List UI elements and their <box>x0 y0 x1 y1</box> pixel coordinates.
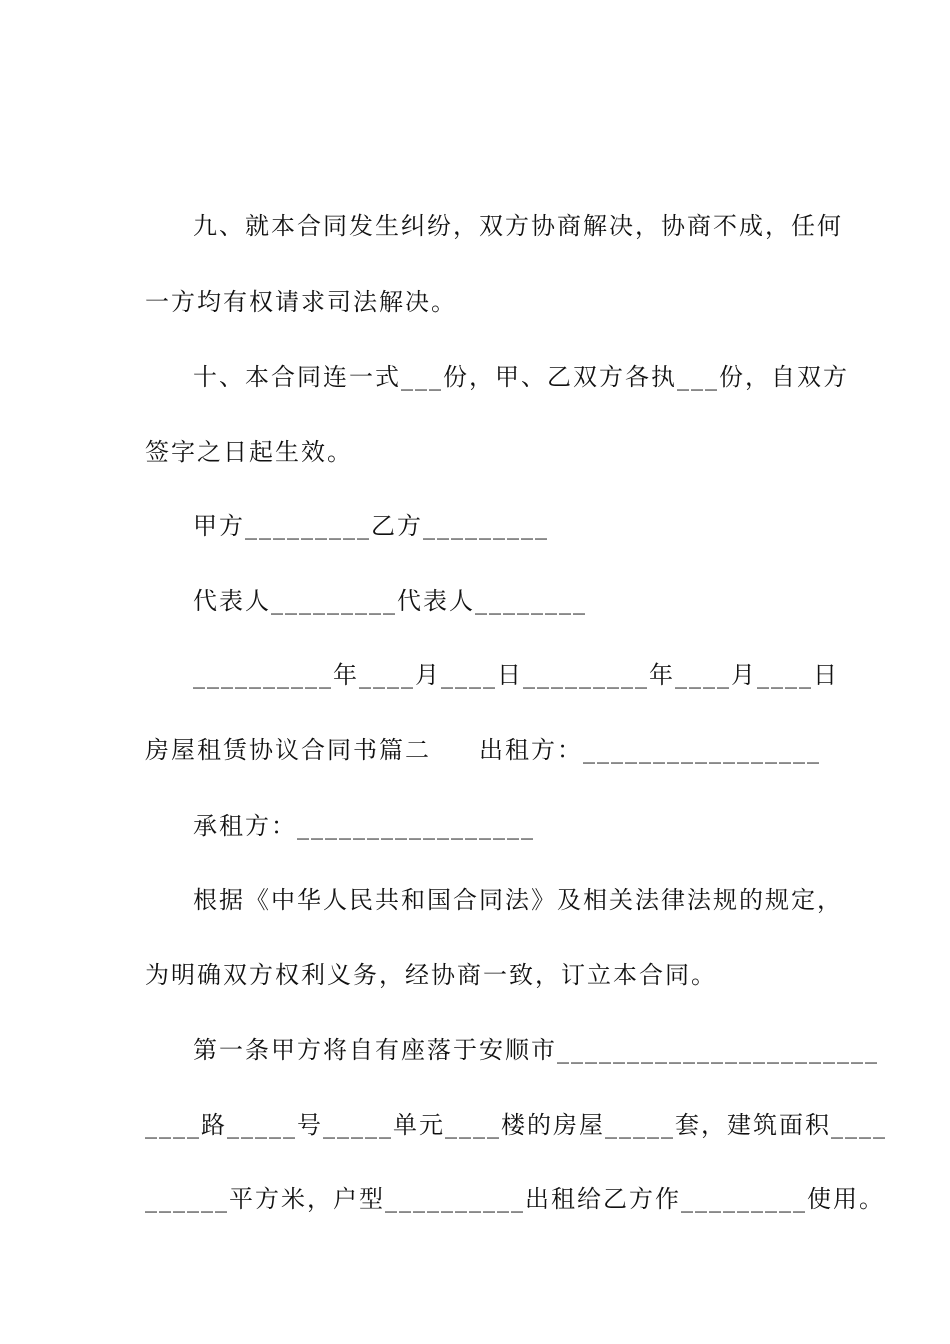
signature-party-line: 甲方_________乙方_________ <box>193 512 549 540</box>
section-title: 房屋租赁协议合同书篇二 <box>145 736 431 764</box>
lessor-line: 出租方：_________________ <box>479 736 821 764</box>
article-1-line-1: 第一条甲方将自有座落于安顺市_______________________ <box>193 1036 879 1064</box>
article-1-line-2: ____路_____号_____单元____楼的房屋_____套，建筑面积____ <box>145 1111 887 1139</box>
article-1-line-3: ______平方米，户型__________出租给乙方作_________使用。 <box>145 1185 885 1213</box>
preamble-line-2: 为明确双方权利义务，经协商一致，订立本合同。 <box>145 961 717 989</box>
signature-date-line: __________年____月____日_________年____月____日 <box>193 661 839 689</box>
clause-9-line-1: 九、就本合同发生纠纷，双方协商解决，协商不成，任何 <box>193 212 843 240</box>
clause-10-line-2: 签字之日起生效。 <box>145 438 353 466</box>
preamble-line-1: 根据《中华人民共和国合同法》及相关法律法规的规定， <box>193 886 843 914</box>
clause-9-line-2: 一方均有权请求司法解决。 <box>145 288 457 316</box>
signature-representative-line: 代表人_________代表人________ <box>193 587 587 615</box>
lessee-line: 承租方：_________________ <box>193 812 535 840</box>
section-2-heading-row <box>145 730 821 770</box>
clause-10-line-1: 十、本合同连一式___份，甲、乙双方各执___份，自双方 <box>193 363 849 391</box>
